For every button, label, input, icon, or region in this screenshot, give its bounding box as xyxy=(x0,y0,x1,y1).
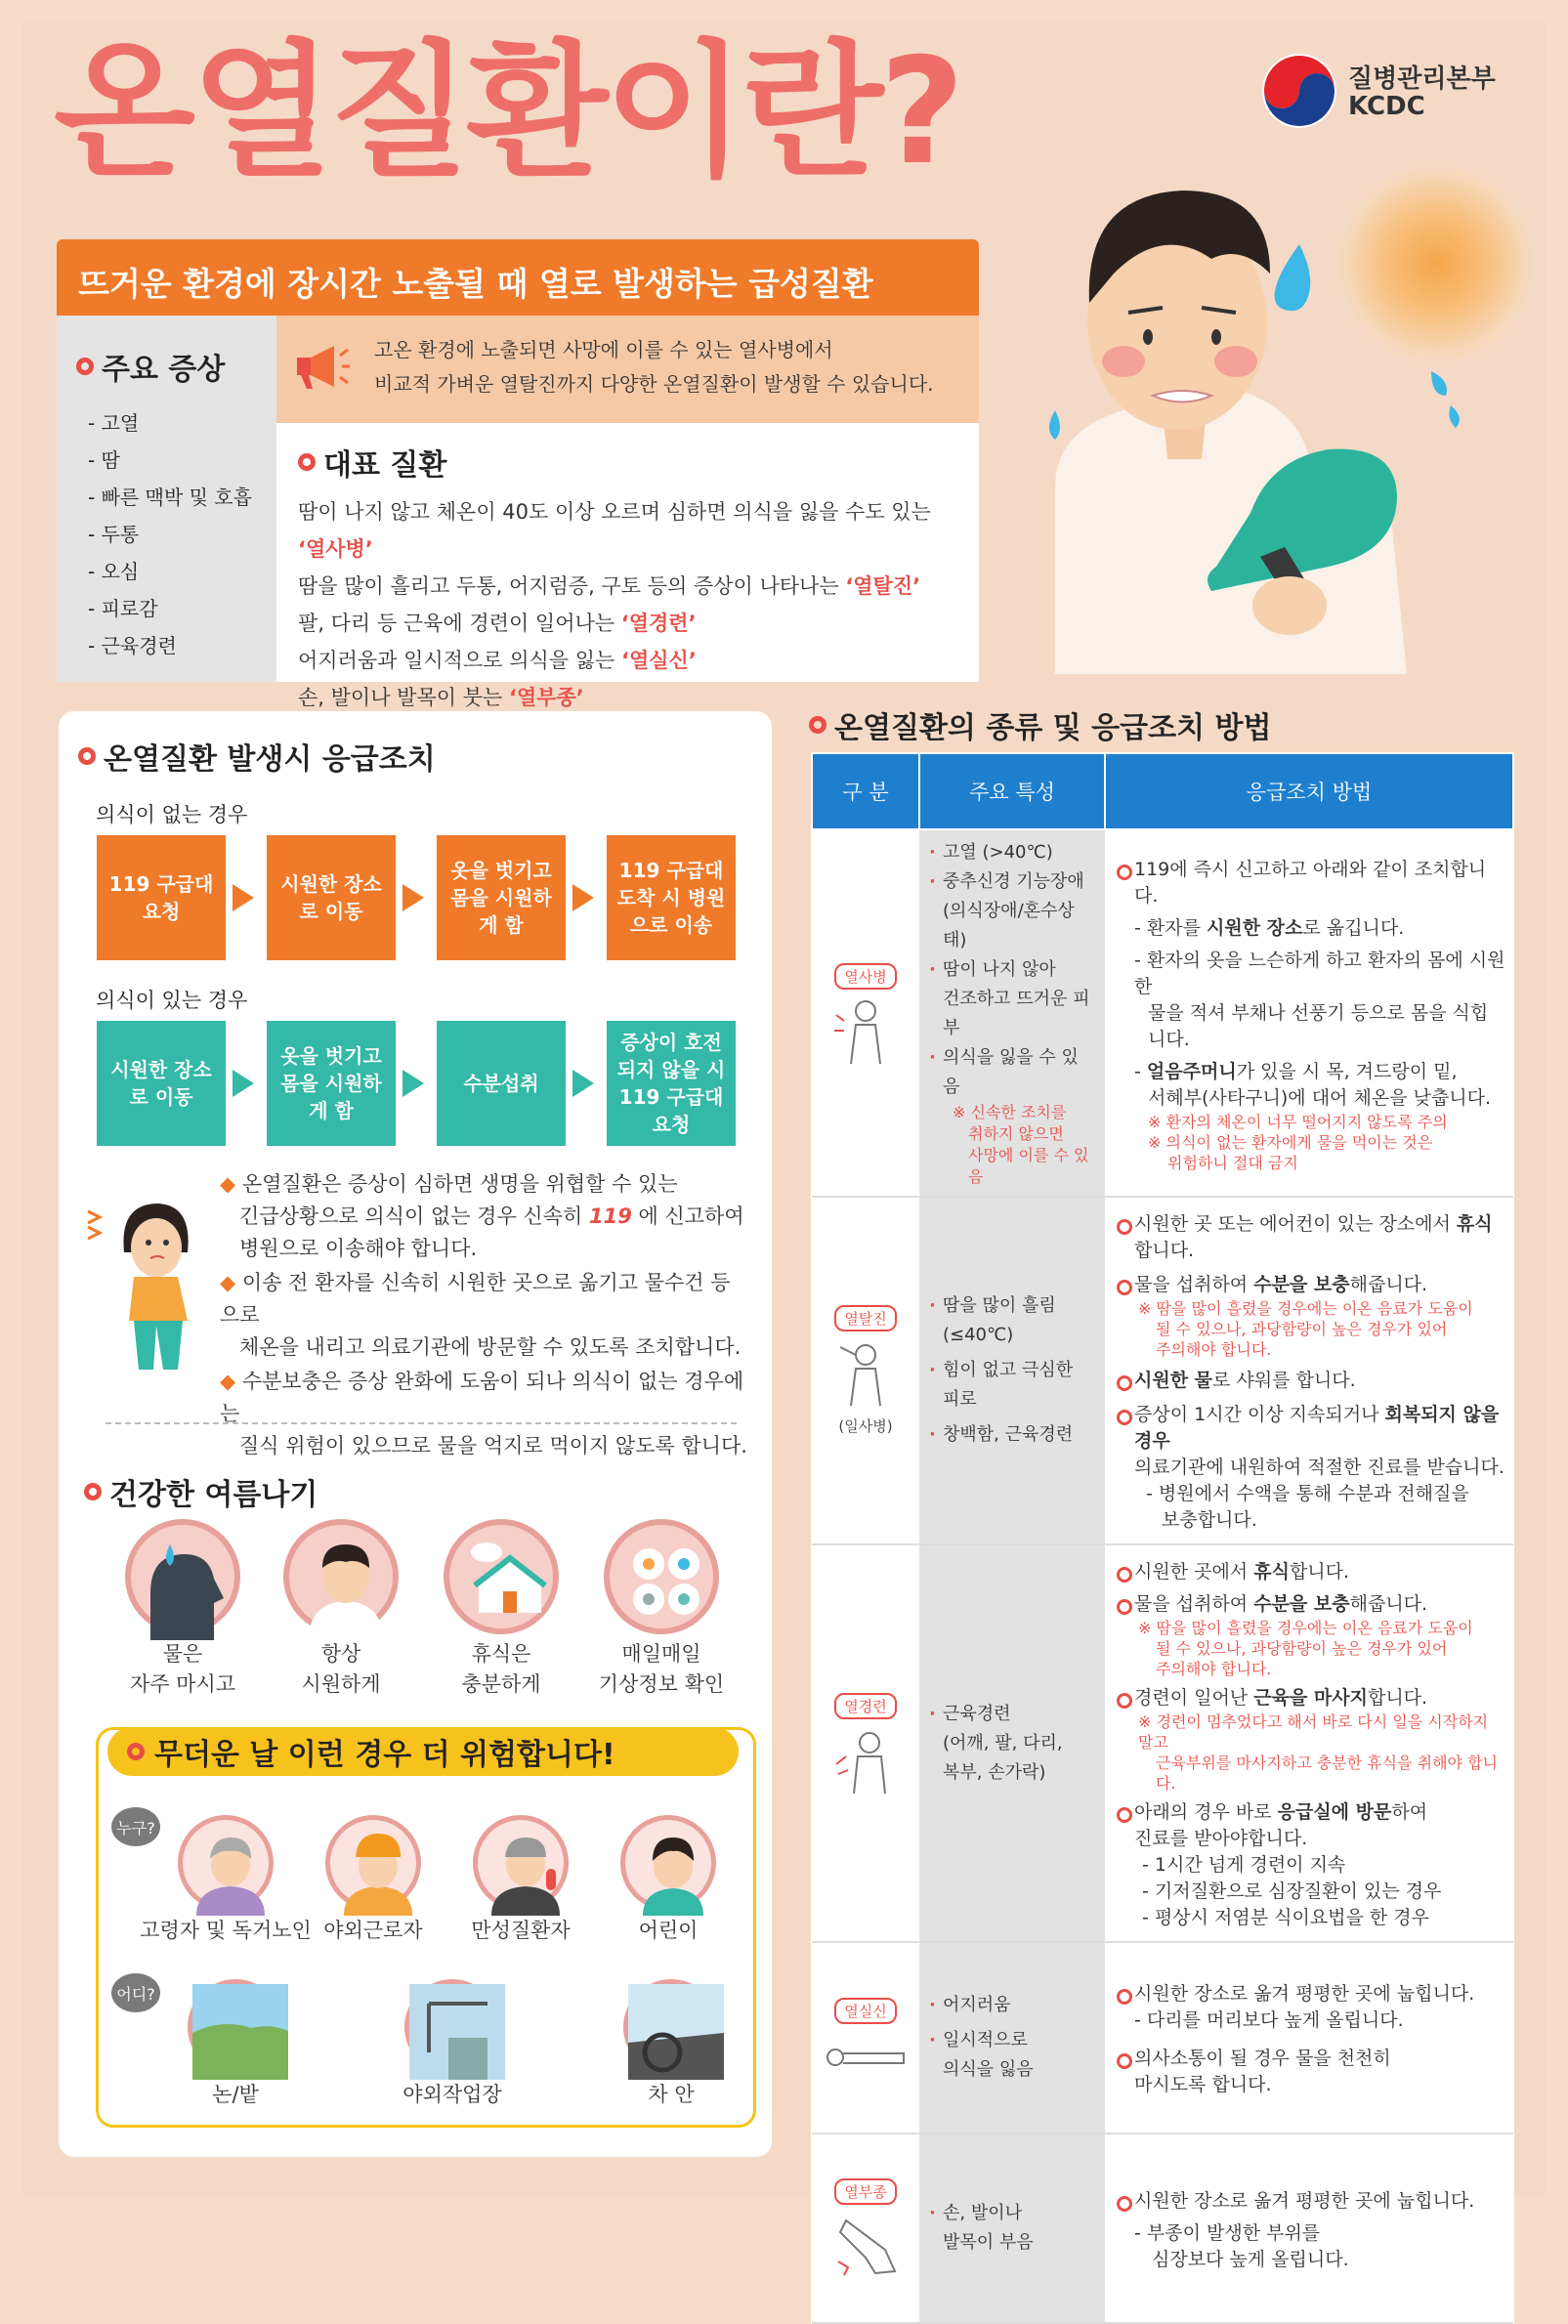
risk-person-label: 어린이 xyxy=(638,1919,699,1942)
risk-place-label: 야외작업장 xyxy=(403,2083,502,2106)
stay-cool-icon xyxy=(283,1519,399,1634)
features-cell: · 어지러움 · 일시적으로 의식을 잃음 xyxy=(919,1942,1105,2134)
heat-illness-table xyxy=(811,752,1514,2324)
symptom-item: - 근육경련 xyxy=(88,634,177,657)
summer-tip-label: 휴식은 충분하게 xyxy=(461,1642,541,1696)
bullet-ring-icon xyxy=(78,747,96,765)
table-row xyxy=(812,2134,1513,2323)
method-cell: 시원한 장소로 옮겨 평평한 곳에 눕힙니다. - 다리를 머리보다 높게 올립니다. 의사소통이 될 경우 물을 천천히 마시도록 합니다. xyxy=(1105,1942,1513,2134)
disease-name: ‘열탈진’ xyxy=(845,574,921,598)
arrow-icon xyxy=(233,884,254,911)
disease-name: ‘열경련’ xyxy=(620,612,697,635)
symptom-item: - 두통 xyxy=(88,523,140,546)
summer-heading: 건강한 여름나기 xyxy=(84,1470,318,1513)
disease-alt-name: (일사병) xyxy=(838,1417,893,1435)
features-cell: · 근육경련 (어깨, 팔, 다리, 복부, 손가락) xyxy=(919,1544,1105,1942)
features-cell: · 고열 (>40℃) · 중추신경 기능장애 (의식장애/혼수상태) · 땀이 나지 않아 건조하고 뜨거운 피부 · 의식을 잃을 수 있음 ※ 신속한 조치를 취하지 않으면 사망에 이를 수 있음 xyxy=(919,829,1105,1197)
conscious-label: 의식이 있는 경우 xyxy=(96,989,248,1012)
patient-figure-icon xyxy=(826,1725,905,1794)
who-bubble: 누구? xyxy=(111,1807,160,1846)
summer-tip-label: 항상 시원하게 xyxy=(301,1642,381,1696)
warning-line: 비교적 가벼운 열탈진까지 다양한 온열질환이 발생할 수 있습니다. xyxy=(374,372,934,396)
emergency-bullet: ◆ 온열질환은 증상이 심하면 생명을 위협할 수 있는 긴급상황으로 의식이 없는 경우 신속히 119 에 신고하여 병원으로 이송해야 합니다. ◆ 이송 전 환자를 신속히 시원한 곳으로 옮기고 물수건 등으로 체온을 내리고 의료기관에 방문할 수 있도록 조치합니다. ◆ 수분보충은 증상 완화에 도움이 되나 의식이 없는 경우에는 질식 위험이 있으므로 물을 억지로 먹이지 않도록 합니다. xyxy=(220,1172,747,1458)
disease-line: 어지러움과 일시적으로 의식을 잃는 ‘열실신’ xyxy=(298,649,697,672)
definition-banner: 뜨거운 환경에 장시간 노출될 때 열로 발생하는 급성질환 xyxy=(57,239,979,316)
risk-place-label: 논/밭 xyxy=(212,2083,259,2106)
bullet-ring-icon xyxy=(76,358,94,375)
bullet-ring-icon xyxy=(84,1483,102,1500)
bullet-ring-icon xyxy=(298,453,316,471)
risk-person-label: 만성질환자 xyxy=(471,1919,571,1942)
disease-tag: 열사병 xyxy=(834,963,896,990)
disease-line: 손, 발이나 발목이 붓는 ‘열부종’ xyxy=(298,686,584,709)
symptom-item: - 오심 xyxy=(88,560,140,583)
table-row xyxy=(812,1544,1513,1942)
flow-step: 시원한 장소로 이동 xyxy=(97,1021,226,1146)
type-cell xyxy=(812,829,919,1197)
car-interior-icon xyxy=(623,1979,719,2075)
flow-step: 옷을 벗기고 몸을 시원하게 함 xyxy=(437,835,566,960)
disease-line: 땀이 나지 않고 체온이 40도 이상 오르며 심하면 의식을 잃을 수도 있는 ‘열사병’ xyxy=(298,500,931,561)
arrow-icon xyxy=(572,884,594,911)
outdoor-worksite-icon xyxy=(404,1979,500,2075)
elderly-icon xyxy=(178,1815,274,1911)
features-cell: · 손, 발이나 발목이 부음 xyxy=(919,2134,1105,2323)
where-bubble: 어디? xyxy=(111,1973,160,2012)
symptom-item: - 땀 xyxy=(88,448,120,472)
disease-line: 땀을 많이 흘리고 두통, 어지럼증, 구토 등의 증상이 나타나는 ‘열탈진’ xyxy=(298,574,921,598)
patient-figure-icon xyxy=(826,1337,905,1406)
flow-step: 119 구급대 요청 xyxy=(97,835,226,960)
logo-org-name: 질병관리본부 xyxy=(1348,64,1496,94)
emergency-119-logo: 119 xyxy=(588,1204,632,1228)
outdoor-worker-icon xyxy=(325,1815,421,1911)
table-row xyxy=(812,1197,1513,1544)
disease-tag: 열부종 xyxy=(834,2178,896,2205)
patient-figure-icon xyxy=(822,2030,910,2079)
arrow-icon xyxy=(403,1070,424,1097)
type-cell xyxy=(812,2134,919,2323)
swollen-leg-icon xyxy=(826,2211,905,2279)
symptom-item: - 빠른 맥박 및 호흡 xyxy=(88,486,252,509)
type-cell xyxy=(812,1197,919,1544)
weather-check-icon xyxy=(604,1519,719,1634)
table-row xyxy=(812,1942,1513,2134)
logo-org-abbr: KCDC xyxy=(1348,92,1425,121)
farm-field-icon xyxy=(188,1979,283,2075)
drink-water-icon xyxy=(125,1519,240,1634)
representative-diseases xyxy=(276,423,979,709)
column-header: 주요 특성 xyxy=(919,753,1105,829)
disease-name: ‘열부종’ xyxy=(508,686,584,709)
features-cell: · 땀을 많이 흘림 (≤40℃) · 힘이 없고 극심한 피로 · 창백함, 근육경련 xyxy=(919,1197,1105,1544)
symptoms-list xyxy=(76,407,257,667)
summer-tip-label: 물은 자주 마시고 xyxy=(129,1642,236,1696)
method-cell: 119에 즉시 신고하고 아래와 같이 조치합니다. - 환자를 시원한 장소로 옮깁니다. - 환자의 옷을 느슨하게 하고 환자의 몸에 시원한 물을 적셔 부채나 선풍기 등으로 몸을 식힙니다. - 얼음주머니가 있을 시 목, 겨드랑이 밑, 서혜부(사타구니)에 대어 체온을 낮춥니다. ※ 환자의 체온이 너무 떨어지지 않도록 주의 ※ 의식이 없는 환자에게 물을 먹이는 것은 위험하니 절대 금지 xyxy=(1105,829,1513,1197)
page-title: 온열질환이란? xyxy=(54,27,961,197)
representative-title: 대표 질환 xyxy=(323,448,447,483)
symptom-item: - 고열 xyxy=(88,411,140,435)
disease-name: ‘열실신’ xyxy=(621,649,697,672)
disease-tag: 열경련 xyxy=(834,1693,896,1719)
chronic-patient-icon xyxy=(473,1815,569,1911)
flow-step: 옷을 벗기고 몸을 시원하게 함 xyxy=(267,1021,396,1146)
warning-notice xyxy=(276,316,979,423)
disease-name: ‘열사병’ xyxy=(298,537,373,561)
section-divider xyxy=(106,1422,737,1424)
table-row xyxy=(812,829,1513,1197)
arrow-icon xyxy=(403,884,424,911)
rest-home-icon xyxy=(444,1519,559,1634)
symptoms-title: 주요 증상 xyxy=(102,353,226,387)
type-cell xyxy=(812,1942,919,2134)
arrow-icon xyxy=(233,1070,254,1097)
flow-step: 119 구급대 도착 시 병원으로 이송 xyxy=(607,835,736,960)
emergency-heading: 온열질환 발생시 응급조치 xyxy=(78,735,436,778)
bullet-ring-icon xyxy=(809,716,826,734)
risk-person-label: 고령자 및 독거노인 xyxy=(140,1919,312,1942)
summer-tip-label: 매일매일 기상정보 확인 xyxy=(598,1642,725,1696)
bullet-ring-icon xyxy=(127,1743,145,1760)
danger-heading: 무더운 날 이런 경우 더 위험합니다! xyxy=(107,1727,739,1776)
risk-person-label: 야외근로자 xyxy=(323,1919,423,1942)
symptom-item: - 피로감 xyxy=(88,597,158,620)
method-cell: 시원한 곳 또는 에어컨이 있는 장소에서 휴식합니다. 물을 섭취하여 수분을 보충해줍니다. ※ 땀을 많이 흘렸을 경우에는 이온 음료가 도움이 될 수 있으나, 과당함량이 높은 경우가 있어 주의해야 합니다. 시원한 물로 샤워를 합니다. 증상이 1시간 이상 지속되거나 회복되지 않을 경우 의료기관에 내원하여 적절한 진료를 받습니다. - 병원에서 수액을 통해 수분과 전해질을 보충합니다. xyxy=(1105,1197,1513,1544)
megaphone-icon xyxy=(293,342,352,393)
method-cell: 시원한 장소로 옮겨 평평한 곳에 눕힙니다. - 부종이 발생한 부위를 심장보다 높게 올립니다. xyxy=(1105,2134,1513,2323)
type-cell xyxy=(812,1544,919,1942)
disease-tag: 열탈진 xyxy=(834,1305,896,1331)
method-cell: 시원한 곳에서 휴식합니다. 물을 섭취하여 수분을 보충해줍니다. ※ 땀을 많이 흘렸을 경우에는 이온 음료가 도움이 될 수 있으나, 과당함량이 높은 경우가 있어 주의해야 합니다. 경련이 일어난 근육을 마사지합니다. ※ 경련이 멈추었다고 해서 바로 다시 일을 시작하지 말고 근육부위를 마사지하고 충분한 휴식을 취해야 합니다. 아래의 경우 바로 응급실에 방문하여 진료를 받아야합니다. - 1시간 넘게 경련이 지속 - 기저질환으로 심장질환이 있는 경우 - 평상시 저염분 식이요법을 한 경우 xyxy=(1105,1544,1513,1942)
unconscious-label: 의식이 없는 경우 xyxy=(96,803,248,826)
patient-figure-icon xyxy=(826,995,905,1064)
symptoms-panel xyxy=(57,316,276,682)
dizzy-girl-illustration xyxy=(80,1194,207,1379)
risk-place-label: 차 안 xyxy=(648,2083,695,2106)
flow-step: 증상이 호전되지 않을 시 119 구급대 요청 xyxy=(607,1021,736,1146)
sweating-man-illustration xyxy=(1016,166,1544,674)
child-icon xyxy=(620,1815,716,1911)
flow-step: 수분섭취 xyxy=(437,1021,566,1146)
warning-line: 고온 환경에 노출되면 사망에 이를 수 있는 열사병에서 xyxy=(374,338,833,361)
column-header: 응급조치 방법 xyxy=(1105,753,1513,829)
disease-line: 팔, 다리 등 근육에 경련이 일어나는 ‘열경련’ xyxy=(298,612,697,635)
kcdc-logo xyxy=(1262,54,1336,128)
arrow-icon xyxy=(572,1070,594,1097)
flow-step: 시원한 장소로 이동 xyxy=(267,835,396,960)
column-header: 구 분 xyxy=(812,753,919,829)
disease-tag: 열실신 xyxy=(834,1998,896,2024)
table-heading: 온열질환의 종류 및 응급조치 방법 xyxy=(809,703,1272,746)
table-header-row xyxy=(812,753,1513,829)
